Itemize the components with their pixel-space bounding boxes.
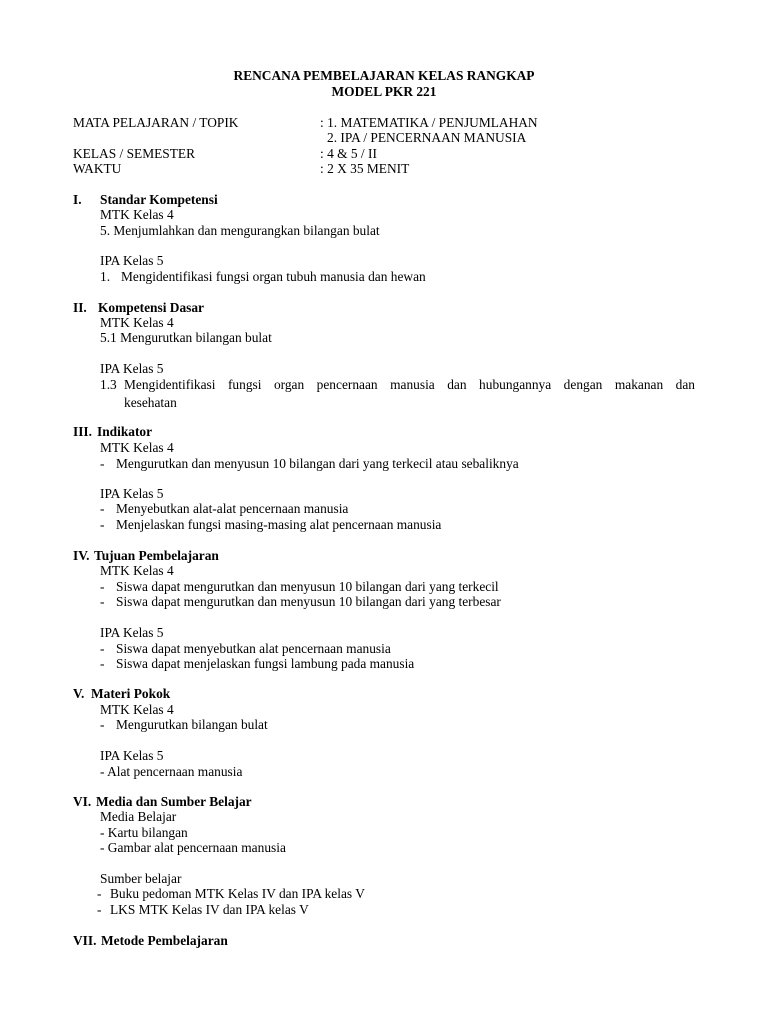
time-label: WAKTU <box>73 161 122 176</box>
section-6-sumber-item-1: Buku pedoman MTK Kelas IV dan IPA kelas V <box>110 886 365 901</box>
section-6-media-item-2: - Gambar alat pencernaan manusia <box>100 840 286 855</box>
section-4-heading: Tujuan Pembelajaran <box>94 548 219 563</box>
section-2-number: II. <box>73 300 87 315</box>
section-4-mtk-label: MTK Kelas 4 <box>100 563 174 578</box>
section-3-ipa-label: IPA Kelas 5 <box>100 486 164 501</box>
section-5-heading: Materi Pokok <box>91 686 171 701</box>
section-2-ipa-item-line-2: kesehatan <box>124 395 177 410</box>
section-2-ipa-item-line-1: Mengidentifikasi fungsi organ pencernaan manusia dan hubungannya dengan makanan dan <box>124 377 695 392</box>
section-5-mtk-item: Mengurutkan bilangan bulat <box>116 717 268 732</box>
document-title: RENCANA PEMBELAJARAN KELAS RANGKAP <box>233 68 535 83</box>
section-4-number: IV. <box>73 548 90 563</box>
section-1-mtk-label: MTK Kelas 4 <box>100 207 174 222</box>
section-6-sumber-item-1-dash: - <box>97 886 102 901</box>
section-3-mtk-item: Mengurutkan dan menyusun 10 bilangan dari yang terkecil atau sebaliknya <box>116 456 519 471</box>
section-6-sumber-item-2: LKS MTK Kelas IV dan IPA kelas V <box>110 902 309 917</box>
section-2-mtk-item: 5.1 Mengurutkan bilangan bulat <box>100 330 272 345</box>
section-1-number: I. <box>73 192 82 207</box>
document-subtitle: MODEL PKR 221 <box>331 84 437 99</box>
section-6-heading: Media dan Sumber Belajar <box>96 794 252 809</box>
section-6-media-item-1: - Kartu bilangan <box>100 825 188 840</box>
section-1-ipa-item: Mengidentifikasi fungsi organ tubuh manusia dan hewan <box>121 269 426 284</box>
section-3-ipa-item-2: Menjelaskan fungsi masing-masing alat pencernaan manusia <box>116 517 442 532</box>
section-5-mtk-label: MTK Kelas 4 <box>100 702 174 717</box>
section-6-sumber-label: Sumber belajar <box>100 871 182 886</box>
section-6-sumber-item-2-dash: - <box>97 902 102 917</box>
section-7-heading: Metode Pembelajaran <box>101 933 228 948</box>
section-3-mtk-label: MTK Kelas 4 <box>100 440 174 455</box>
section-1-ipa-number: 1. <box>100 269 111 284</box>
section-5-mtk-item-dash: - <box>100 717 105 732</box>
section-4-ipa-item-1: Siswa dapat menyebutkan alat pencernaan manusia <box>116 641 391 656</box>
subject-label: MATA PELAJARAN / TOPIK <box>73 115 239 130</box>
section-2-ipa-label: IPA Kelas 5 <box>100 361 164 376</box>
section-2-mtk-label: MTK Kelas 4 <box>100 315 174 330</box>
section-4-ipa-item-2-dash: - <box>100 656 105 671</box>
section-1-ipa-label: IPA Kelas 5 <box>100 253 164 268</box>
section-6-number: VI. <box>73 794 92 809</box>
section-5-ipa-label: IPA Kelas 5 <box>100 748 164 763</box>
section-3-mtk-item-dash: - <box>100 456 105 471</box>
section-4-mtk-item-1-dash: - <box>100 579 105 594</box>
section-3-heading: Indikator <box>97 424 153 439</box>
section-4-mtk-item-2-dash: - <box>100 594 105 609</box>
section-6-media-label: Media Belajar <box>100 809 177 824</box>
section-5-ipa-item: - Alat pencernaan manusia <box>100 764 243 779</box>
section-7-number: VII. <box>73 933 97 948</box>
class-value: : 4 & 5 / II <box>320 146 377 161</box>
class-label: KELAS / SEMESTER <box>73 146 196 161</box>
time-value: : 2 X 35 MENIT <box>320 161 410 176</box>
section-5-number: V. <box>73 686 85 701</box>
section-1-heading: Standar Kompetensi <box>100 192 218 207</box>
section-3-ipa-item-1: Menyebutkan alat-alat pencernaan manusia <box>116 501 349 516</box>
section-4-mtk-item-1: Siswa dapat mengurutkan dan menyusun 10 bilangan dari yang terkecil <box>116 579 499 594</box>
section-3-ipa-item-2-dash: - <box>100 517 105 532</box>
section-2-ipa-number: 1.3 <box>100 377 117 392</box>
section-1-mtk-item: 5. Menjumlahkan dan mengurangkan bilangan bulat <box>100 223 380 238</box>
subject-value-2: 2. IPA / PENCERNAAN MANUSIA <box>327 130 527 145</box>
section-3-ipa-item-1-dash: - <box>100 501 105 516</box>
section-4-ipa-item-2: Siswa dapat menjelaskan fungsi lambung pada manusia <box>116 656 415 671</box>
section-4-ipa-item-1-dash: - <box>100 641 105 656</box>
section-4-ipa-label: IPA Kelas 5 <box>100 625 164 640</box>
section-3-number: III. <box>73 424 92 439</box>
subject-value-1: : 1. MATEMATIKA / PENJUMLAHAN <box>320 115 538 130</box>
section-2-heading: Kompetensi Dasar <box>98 300 205 315</box>
section-4-mtk-item-2: Siswa dapat mengurutkan dan menyusun 10 bilangan dari yang terbesar <box>116 594 501 609</box>
